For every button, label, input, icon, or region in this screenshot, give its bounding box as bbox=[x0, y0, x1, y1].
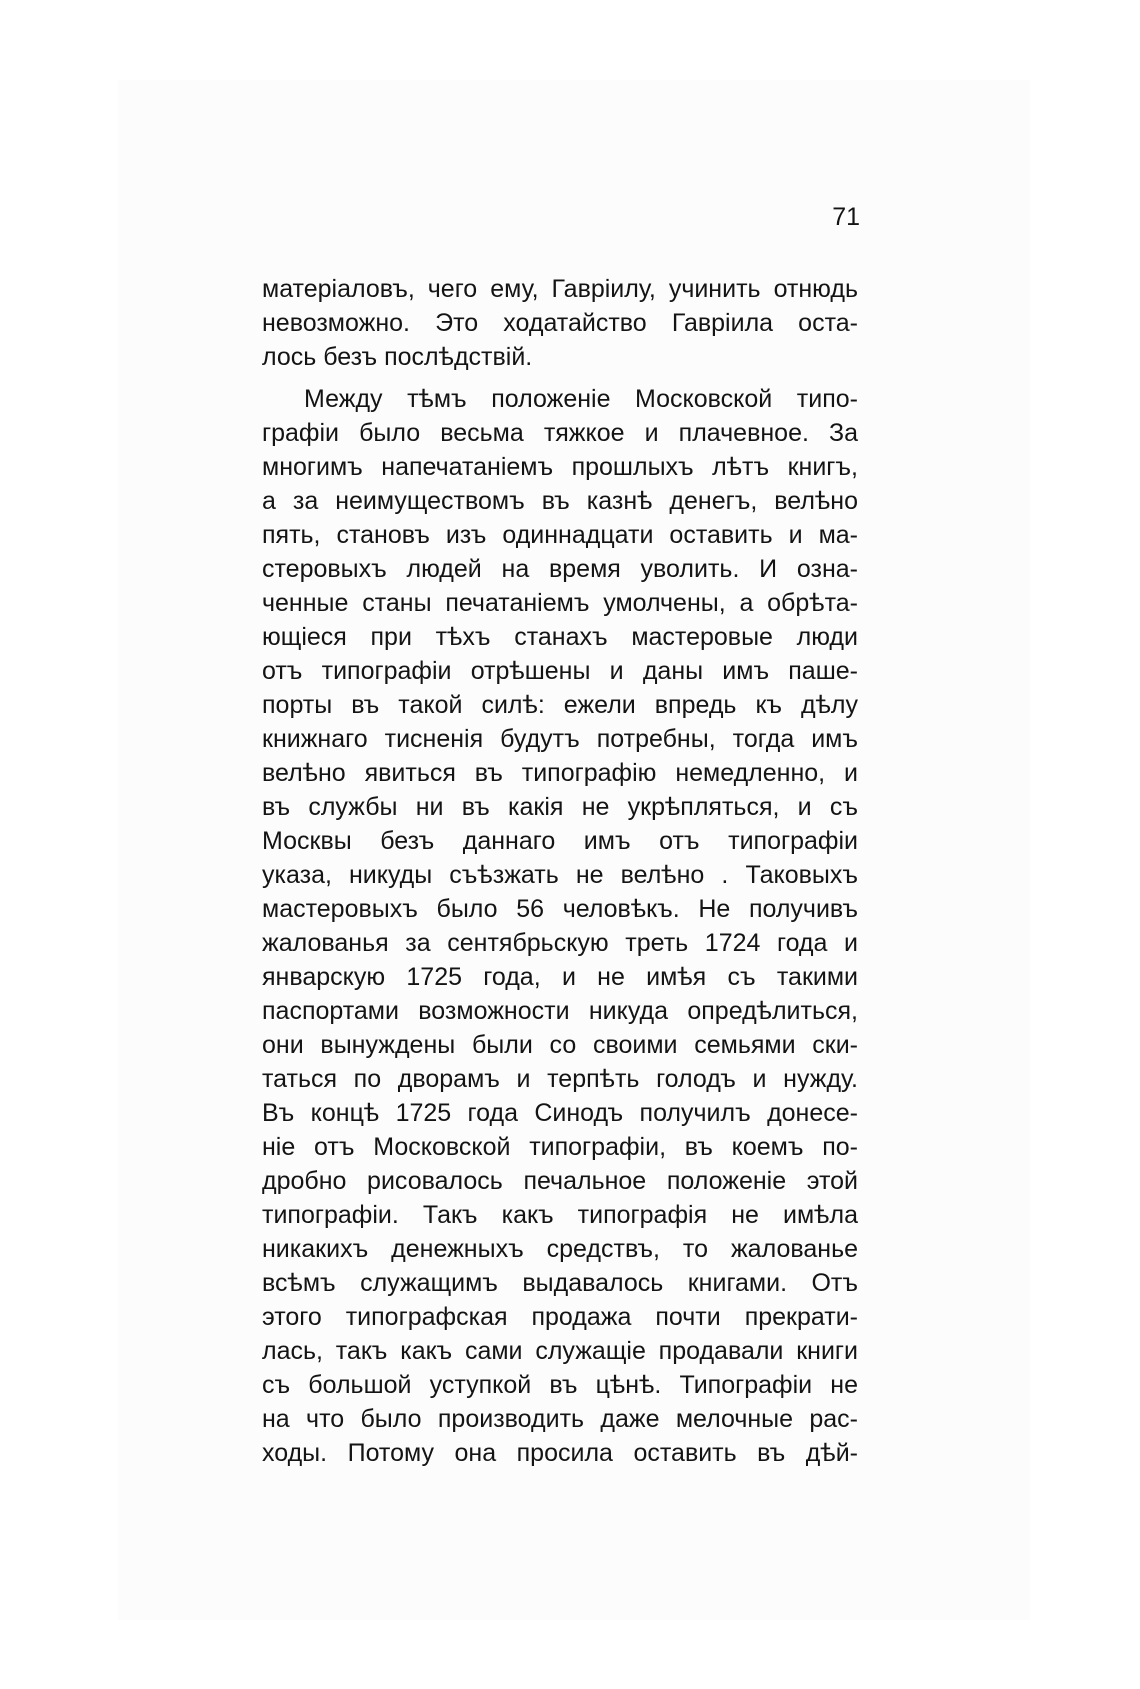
text-line: никакихъ денежныхъ средствъ, то жалованье bbox=[262, 1235, 858, 1263]
page-number: 71 bbox=[832, 203, 860, 231]
text-line: Москвы безъ даннаго имъ отъ типографіи bbox=[262, 827, 858, 855]
text-line: мастеровыхъ было 56 человѣкъ. Не получивъ bbox=[262, 895, 858, 923]
text-line: съ большой уступкой въ цѣнѣ. Типографіи не bbox=[262, 1371, 858, 1399]
text-line: ходы. Потому она просила оставить въ дѣй- bbox=[262, 1439, 858, 1467]
text-line: а за неимуществомъ въ казнѣ денегъ, велѣно bbox=[262, 487, 858, 515]
text-line: дробно рисовалось печальное положеніе этой bbox=[262, 1167, 858, 1195]
body-text bbox=[262, 272, 858, 1470]
text-line: на что было производить даже мелочные рас- bbox=[262, 1405, 858, 1433]
text-line: январскую 1725 года, и не имѣя съ такими bbox=[262, 963, 858, 991]
text-line: лось безъ послѣдствій. bbox=[262, 343, 533, 371]
text-line: паспортами возможности никуда опредѣлиться, bbox=[262, 997, 858, 1025]
text-line: этого типографская продажа почти прекрати- bbox=[262, 1303, 858, 1331]
text-line: ченные станы печатаніемъ умолчены, а обрѣта- bbox=[262, 589, 858, 617]
text-line: ющіеся при тѣхъ станахъ мастеровые люди bbox=[262, 623, 858, 651]
text-line: многимъ напечатаніемъ прошлыхъ лѣтъ книгъ, bbox=[262, 453, 858, 481]
text-line: отъ типографіи отрѣшены и даны имъ паше- bbox=[262, 657, 858, 685]
text-line: лась, такъ какъ сами служащіе продавали книги bbox=[262, 1337, 858, 1365]
text-line: ніе отъ Московской типографіи, въ коемъ по- bbox=[262, 1133, 858, 1161]
text-line: стеровыхъ людей на время уволить. И озна- bbox=[262, 555, 858, 583]
text-line: Между тѣмъ положеніе Московской типо- bbox=[304, 385, 858, 413]
text-line: графіи было весьма тяжкое и плачевное. За bbox=[262, 419, 858, 447]
text-line: жалованья за сентябрьскую треть 1724 года и bbox=[262, 929, 858, 957]
text-line: указа, никуды съѣзжать не велѣно . Таковыхъ bbox=[262, 861, 858, 889]
text-line: Въ концѣ 1725 года Синодъ получилъ донесе- bbox=[262, 1099, 858, 1127]
text-line: они вынуждены были со своими семьями ски- bbox=[262, 1031, 858, 1059]
text-line: пять, становъ изъ одиннадцати оставить и ма- bbox=[262, 521, 858, 549]
text-line: таться по дворамъ и терпѣть голодъ и нужду. bbox=[262, 1065, 858, 1093]
paragraph-2 bbox=[262, 382, 858, 1470]
text-line: типографіи. Такъ какъ типографія не имѣла bbox=[262, 1201, 858, 1229]
paragraph-1 bbox=[262, 272, 858, 374]
text-line: книжнаго тисненія будутъ потребны, тогда имъ bbox=[262, 725, 858, 753]
text-line: въ службы ни въ какія не укрѣпляться, и съ bbox=[262, 793, 858, 821]
text-line: матеріаловъ, чего ему, Гавріилу, учинить отнюдь bbox=[262, 275, 858, 303]
text-line: невозможно. Это ходатайство Гавріила оста- bbox=[262, 309, 858, 337]
text-line: всѣмъ служащимъ выдавалось книгами. Отъ bbox=[262, 1269, 858, 1297]
text-line: порты въ такой силѣ: ежели впредь къ дѣлу bbox=[262, 691, 858, 719]
paragraph-gap bbox=[262, 374, 858, 382]
text-line: велѣно явиться въ типографію немедленно, и bbox=[262, 759, 858, 787]
